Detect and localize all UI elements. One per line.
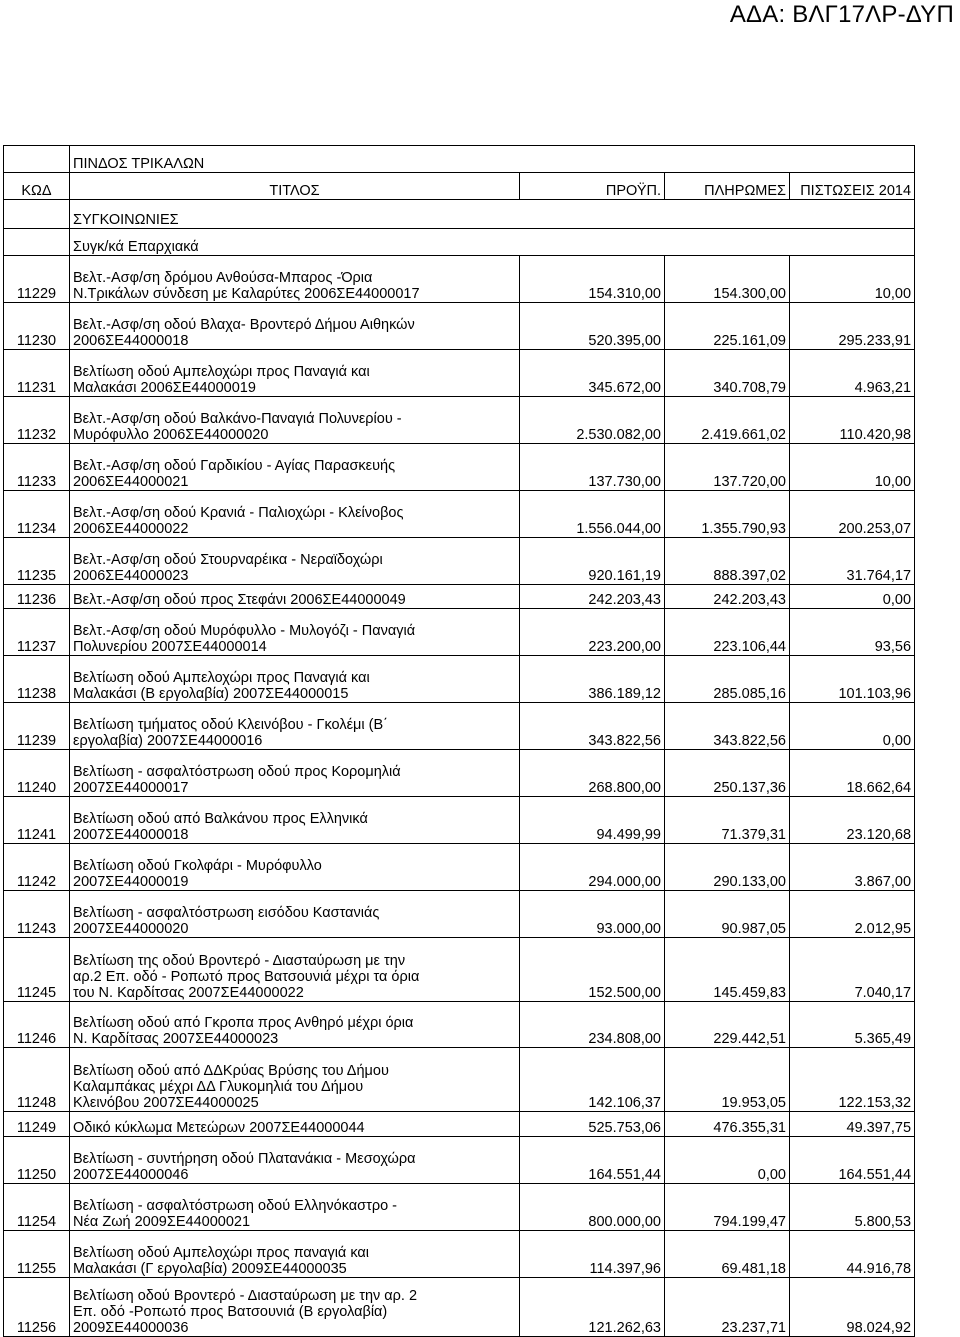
row-payments: 90.987,05 [665,891,790,938]
table-row [4,938,915,1002]
row-title: Βελτ.-Ασφ/ση οδού Στουρναρέικα - Νεραϊδοχώρι 2006ΣΕ44000023 [70,538,520,585]
row-title: Βελτ.-Ασφ/ση οδού Γαρδικίου - Αγίας Παρασκευής 2006ΣΕ44000021 [70,444,520,491]
table-row [4,491,915,538]
row-code: 11229 [4,256,70,303]
row-credits: 10,00 [790,444,915,491]
row-title: Βελτίωση - ασφαλτόστρωση εισόδου Καστανιάς 2007ΣΕ44000020 [70,891,520,938]
table-row [4,444,915,491]
row-payments: 1.355.790,93 [665,491,790,538]
header-budget: ΠΡΟΫΠ. [520,173,665,200]
row-credits: 295.233,91 [790,303,915,350]
header-title: ΤΙΤΛΟΣ [70,173,520,200]
row-title: Βελτίωση - συντήρηση οδού Πλατανάκια - Μεσοχώρα 2007ΣΕ44000046 [70,1137,520,1184]
row-credits: 4.963,21 [790,350,915,397]
org-row [4,146,915,173]
row-code: 11238 [4,656,70,703]
row-code: 11254 [4,1184,70,1231]
row-budget: 93.000,00 [520,891,665,938]
row-title: Βελτίωση τμήματος οδού Κλεινόβου - Γκολέμι (Β΄ εργολαβία) 2007ΣΕ44000016 [70,703,520,750]
table-row [4,538,915,585]
row-budget: 525.753,06 [520,1112,665,1137]
row-budget: 94.499,99 [520,797,665,844]
row-title: Οδικό κύκλωμα Μετεώρων 2007ΣΕ44000044 [70,1112,520,1137]
row-title: Βελτίωση οδού από ΔΔΚρύας Βρύσης του Δήμου Καλαμπάκας μέχρι ΔΔ Γλυκομηλιά του Δήμου Κλεινόβου 2007ΣΕ44000025 [70,1048,520,1112]
row-code: 11239 [4,703,70,750]
row-code: 11236 [4,585,70,609]
row-title: Βελτίωση - ασφαλτόστρωση οδού προς Κορομηλιά 2007ΣΕ44000017 [70,750,520,797]
row-budget: 386.189,12 [520,656,665,703]
table-row [4,844,915,891]
row-credits: 93,56 [790,609,915,656]
row-budget: 142.106,37 [520,1048,665,1112]
section-sub: Συγκ/κά Επαρχιακά [70,229,915,256]
row-payments: 242.203,43 [665,585,790,609]
row-credits: 101.103,96 [790,656,915,703]
row-budget: 152.500,00 [520,938,665,1002]
row-credits: 110.420,98 [790,397,915,444]
subsection-row [4,229,915,256]
row-payments: 340.708,79 [665,350,790,397]
org-name: ΠΙΝΔΟΣ ΤΡΙΚΑΛΩΝ [70,146,915,173]
row-payments: 23.237,71 [665,1278,790,1337]
row-payments: 285.085,16 [665,656,790,703]
row-credits: 7.040,17 [790,938,915,1002]
row-code: 11234 [4,491,70,538]
row-budget: 137.730,00 [520,444,665,491]
row-code: 11232 [4,397,70,444]
row-credits: 23.120,68 [790,797,915,844]
row-title: Βελτ.-Ασφ/ση δρόμου Ανθούσα-Μπαρος -Όρια Ν.Τρικάλων σύνδεση με Καλαρύτες 2006ΣΕ44000017 [70,256,520,303]
row-code: 11246 [4,1002,70,1048]
row-payments: 888.397,02 [665,538,790,585]
row-title: Βελτίωση οδού Αμπελοχώρι προς Παναγιά και Μαλακάσι 2006ΣΕ44000019 [70,350,520,397]
header-code: ΚΩΔ [4,173,70,200]
row-budget: 520.395,00 [520,303,665,350]
row-credits: 3.867,00 [790,844,915,891]
row-title: Βελτίωση - ασφαλτόστρωση οδού Ελληνόκαστρο - Νέα Ζωή 2009ΣΕ44000021 [70,1184,520,1231]
row-code: 11256 [4,1278,70,1337]
row-budget: 121.262,63 [520,1278,665,1337]
row-payments: 476.355,31 [665,1112,790,1137]
row-code: 11235 [4,538,70,585]
row-title: Βελτίωση οδού Αμπελοχώρι προς παναγιά και Μαλακάσι (Γ εργολαβία) 2009ΣΕ44000035 [70,1231,520,1278]
row-credits: 98.024,92 [790,1278,915,1337]
table-row [4,1112,915,1137]
row-code: 11249 [4,1112,70,1137]
section-main: ΣΥΓΚΟΙΝΩΝΙΕΣ [70,200,915,229]
row-budget: 268.800,00 [520,750,665,797]
row-budget: 1.556.044,00 [520,491,665,538]
row-payments: 225.161,09 [665,303,790,350]
row-title: Βελτ.-Ασφ/ση οδού Βαλκάνο-Παναγιά Πολυνερίου - Μυρόφυλλο 2006ΣΕ44000020 [70,397,520,444]
row-title: Βελτ.-Ασφ/ση οδού Βλαχα- Βροντερό Δήμου Αιθηκών 2006ΣΕ44000018 [70,303,520,350]
table-row [4,609,915,656]
row-credits: 200.253,07 [790,491,915,538]
row-credits: 5.365,49 [790,1002,915,1048]
row-credits: 5.800,53 [790,1184,915,1231]
table-row [4,750,915,797]
row-budget: 154.310,00 [520,256,665,303]
row-payments: 794.199,47 [665,1184,790,1231]
row-code: 11231 [4,350,70,397]
row-credits: 18.662,64 [790,750,915,797]
row-code: 11230 [4,303,70,350]
row-payments: 290.133,00 [665,844,790,891]
row-budget: 2.530.082,00 [520,397,665,444]
row-code: 11240 [4,750,70,797]
row-credits: 2.012,95 [790,891,915,938]
row-budget: 345.672,00 [520,350,665,397]
table-row [4,703,915,750]
table-row [4,1002,915,1048]
row-budget: 800.000,00 [520,1184,665,1231]
table-row [4,1048,915,1112]
row-title: Βελτίωση οδού από Βαλκάνου προς Ελληνικά 2007ΣΕ44000018 [70,797,520,844]
table-row [4,1231,915,1278]
row-code: 11255 [4,1231,70,1278]
row-payments: 343.822,56 [665,703,790,750]
row-payments: 2.419.661,02 [665,397,790,444]
row-credits: 164.551,44 [790,1137,915,1184]
table-row [4,797,915,844]
row-code: 11237 [4,609,70,656]
row-credits: 44.916,78 [790,1231,915,1278]
table-row [4,350,915,397]
row-code: 11245 [4,938,70,1002]
row-credits: 0,00 [790,585,915,609]
row-credits: 122.153,32 [790,1048,915,1112]
row-code: 11250 [4,1137,70,1184]
row-budget: 920.161,19 [520,538,665,585]
table-row [4,1137,915,1184]
row-payments: 69.481,18 [665,1231,790,1278]
row-title: Βελτ.-Ασφ/ση οδού Μυρόφυλλο - Μυλογόζι - Παναγιά Πολυνερίου 2007ΣΕ44000014 [70,609,520,656]
row-title: Βελτίωση οδού Αμπελοχώρι προς Παναγιά και Μαλακάσι (Β εργολαβία) 2007ΣΕ44000015 [70,656,520,703]
table-row [4,891,915,938]
row-title: Βελτίωση οδού Βροντερό - Διασταύρωση με την αρ. 2 Επ. οδό -Ροπωτό προς Βατσουνιά (Β εργολαβία) 2009ΣΕ44000036 [70,1278,520,1337]
row-payments: 250.137,36 [665,750,790,797]
row-budget: 242.203,43 [520,585,665,609]
row-payments: 223.106,44 [665,609,790,656]
row-credits: 0,00 [790,703,915,750]
row-payments: 71.379,31 [665,797,790,844]
row-payments: 0,00 [665,1137,790,1184]
row-budget: 114.397,96 [520,1231,665,1278]
row-budget: 164.551,44 [520,1137,665,1184]
row-budget: 294.000,00 [520,844,665,891]
row-title: Βελτίωση οδού από Γκροπα προς Ανθηρό μέχρι όρια Ν. Καρδίτσας 2007ΣΕ44000023 [70,1002,520,1048]
row-payments: 229.442,51 [665,1002,790,1048]
table-row [4,303,915,350]
ada-stamp: ΑΔΑ: ΒΛΓ17ΛΡ-ΔΥΠ [729,1,954,28]
row-title: Βελτ.-Ασφ/ση οδού Κρανιά - Παλιοχώρι - Κλείνοβος 2006ΣΕ44000022 [70,491,520,538]
row-payments: 154.300,00 [665,256,790,303]
row-credits: 10,00 [790,256,915,303]
row-code: 11242 [4,844,70,891]
row-payments: 19.953,05 [665,1048,790,1112]
header-row [4,173,915,200]
row-code: 11233 [4,444,70,491]
row-title: Βελτίωση οδού Γκολφάρι - Μυρόφυλλο 2007ΣΕ44000019 [70,844,520,891]
row-payments: 137.720,00 [665,444,790,491]
table-row [4,656,915,703]
table-row [4,585,915,609]
table-row [4,1278,915,1337]
table-row [4,256,915,303]
row-code: 11241 [4,797,70,844]
table-row [4,397,915,444]
row-credits: 31.764,17 [790,538,915,585]
header-payments: ΠΛΗΡΩΜΕΣ [665,173,790,200]
table-row [4,1184,915,1231]
header-credits: ΠΙΣΤΩΣΕΙΣ 2014 [790,173,915,200]
row-budget: 234.808,00 [520,1002,665,1048]
row-code: 11243 [4,891,70,938]
budget-table [3,145,915,1337]
section-row [4,200,915,229]
row-code: 11248 [4,1048,70,1112]
row-budget: 343.822,56 [520,703,665,750]
row-payments: 145.459,83 [665,938,790,1002]
row-title: Βελτ.-Ασφ/ση οδού προς Στεφάνι 2006ΣΕ44000049 [70,585,520,609]
row-budget: 223.200,00 [520,609,665,656]
row-credits: 49.397,75 [790,1112,915,1137]
row-title: Βελτίωση της οδού Βροντερό - Διασταύρωση με την αρ.2 Επ. οδό - Ροπωτό προς Βατσουνιά μέχρι τα όρια του Ν. Καρδίτσας 2007ΣΕ44000022 [70,938,520,1002]
